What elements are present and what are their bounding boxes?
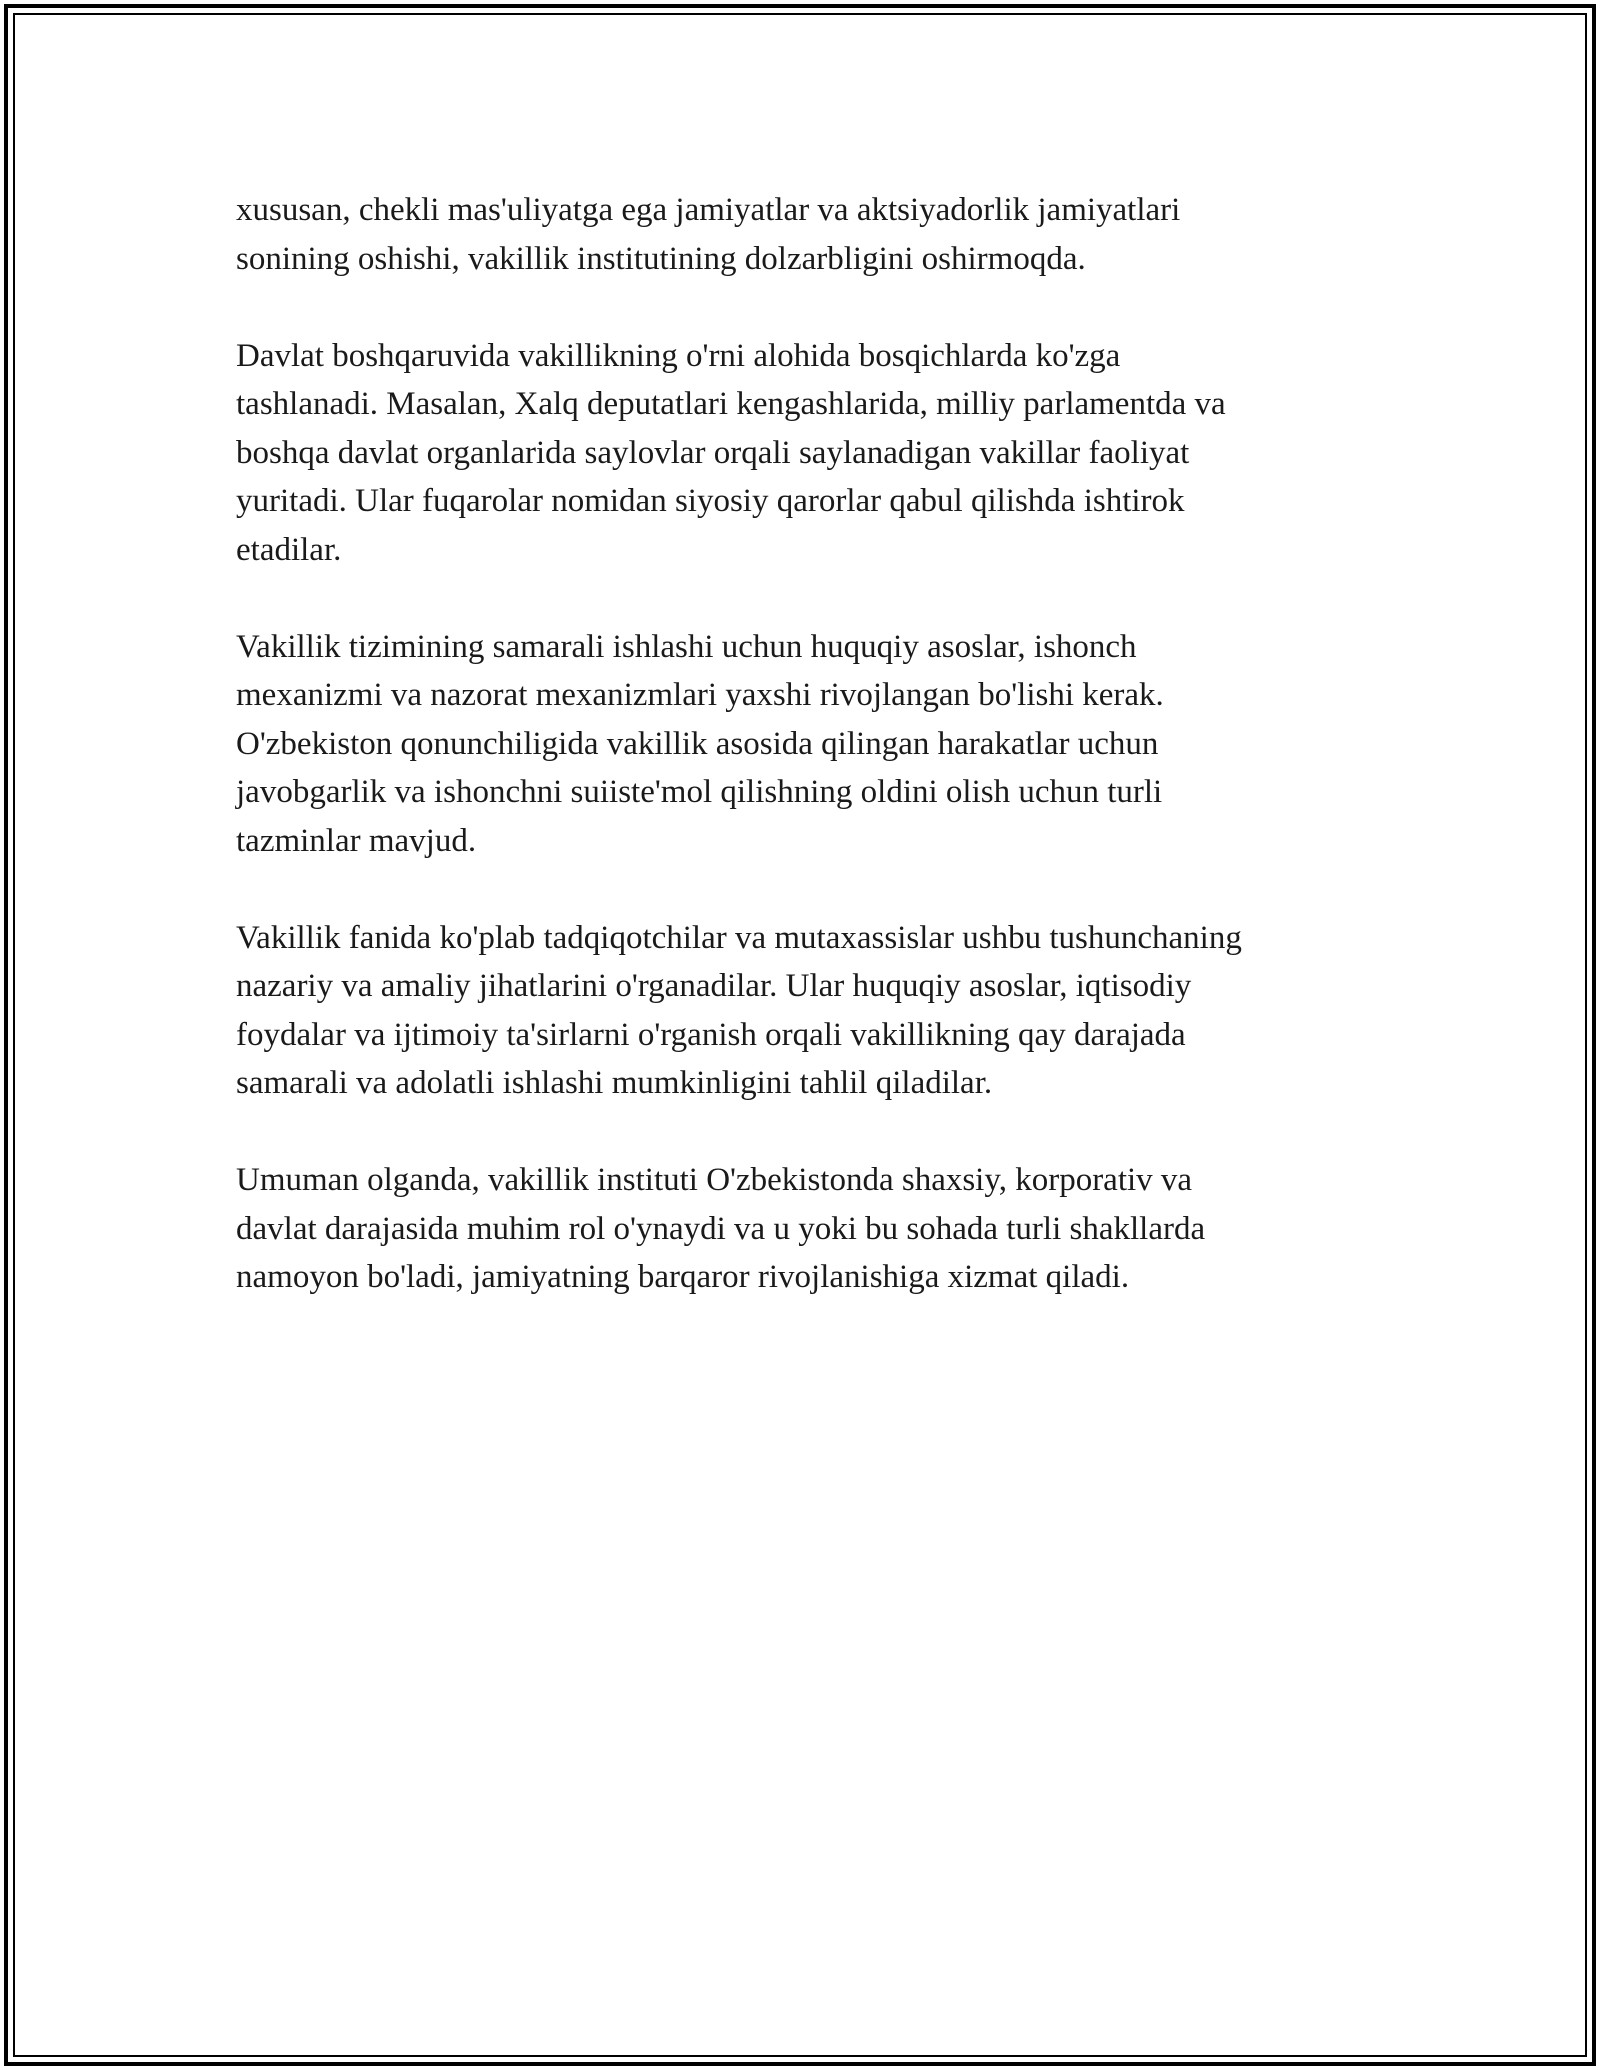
text-line: Vakillik tizimining samarali ishlashi uchun huquqiy asoslar, ishonch: [236, 628, 1137, 665]
text-line: yuritadi. Ular fuqarolar nomidan siyosiy qarorlar qabul qilishda ishtirok: [236, 483, 1185, 519]
text-line: samarali va adolatli ishlashi mumkinligini tahlil qiladilar.: [236, 1065, 993, 1101]
text-line: Umuman olganda, vakillik instituti O'zbekistonda shaxsiy, korporativ va: [236, 1162, 1193, 1198]
text-line: foydalar va ijtimoiy ta'sirlarni o'rganish orqali vakillikning qay darajada: [236, 1016, 1186, 1053]
paragraph: [236, 1156, 1376, 1302]
paragraph: [236, 623, 1376, 866]
text-line: O'zbekiston qonunchiligida vakillik asosida qilingan harakatlar uchun: [236, 725, 1159, 762]
text-line: davlat darajasida muhim rol o'ynaydi va u yoki bu sohada turli shakllarda: [236, 1210, 1206, 1247]
paragraph: [236, 186, 1376, 283]
text-line: etadilar.: [236, 531, 342, 568]
text-line: nazariy va amaliy jihatlarini o'rganadilar. Ular huquqiy asoslar, iqtisodiy: [236, 968, 1192, 1004]
paragraph: [236, 332, 1376, 575]
document-body: [236, 186, 1376, 1350]
text-line: mexanizmi va nazorat mexanizmlari yaxshi rivojlangan bo'lishi kerak.: [236, 677, 1164, 713]
paragraph: [236, 914, 1376, 1108]
text-line: javobgarlik va ishonchni suiiste'mol qilishning oldini olish uchun turli: [236, 774, 1163, 810]
text-line: tashlanadi. Masalan, Xalq deputatlari kengashlarida, milliy parlamentda va: [236, 386, 1226, 422]
text-line: namoyon bo'ladi, jamiyatning barqaror rivojlanishiga xizmat qiladi.: [236, 1259, 1130, 1295]
text-line: sonining oshishi, vakillik institutining dolzarbligini oshirmoqda.: [236, 240, 1086, 277]
text-line: Davlat boshqaruvida vakillikning o'rni alohida bosqichlarda ko'zga: [236, 337, 1121, 374]
text-line: boshqa davlat organlarida saylovlar orqali saylanadigan vakillar faoliyat: [236, 434, 1190, 471]
text-line: tazminlar mavjud.: [236, 822, 477, 859]
text-line: xususan, chekli mas'uliyatga ega jamiyatlar va aktsiyadorlik jamiyatlari: [236, 192, 1181, 228]
text-line: Vakillik fanida ko'plab tadqiqotchilar va mutaxassislar ushbu tushunchaning: [236, 919, 1242, 956]
